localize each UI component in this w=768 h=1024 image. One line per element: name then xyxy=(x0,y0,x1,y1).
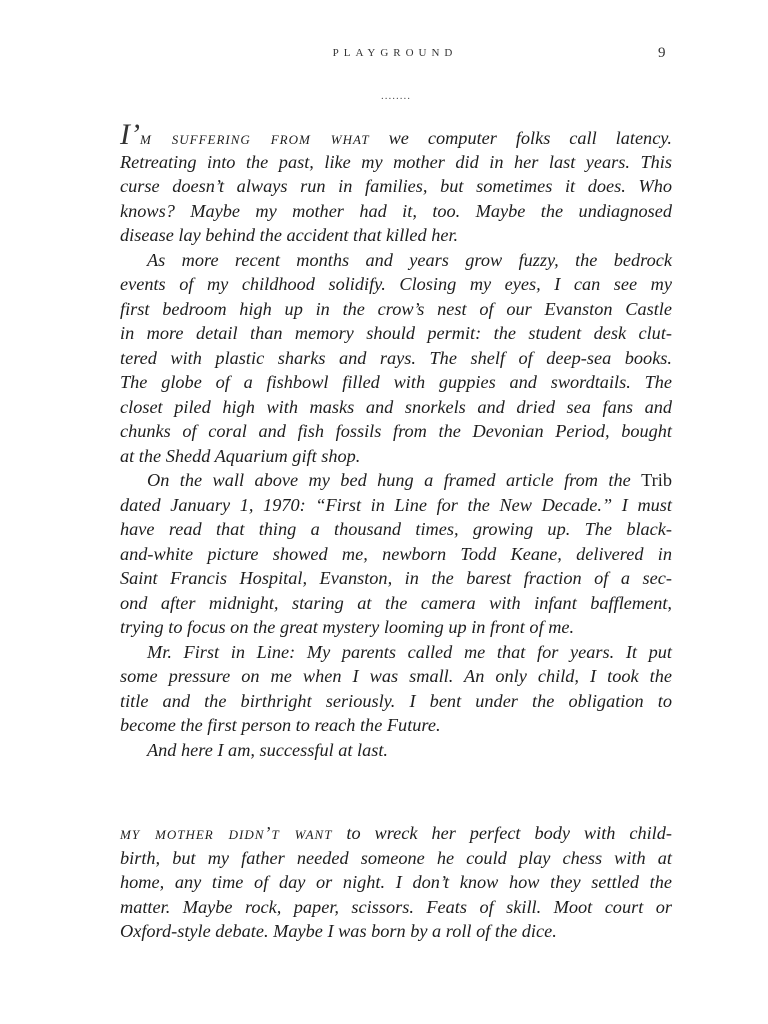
text-line: Retreating into the past, like my mother did in her last years. This xyxy=(120,151,672,172)
text-line: events of my childhood solidify. Closing my eyes, I can see my xyxy=(120,274,672,294)
section-2-body xyxy=(120,821,672,944)
text-line: As more recent months and years grow fuzzy, the bedrock xyxy=(147,249,672,270)
text-line-content: we computer folks call latency. xyxy=(369,128,672,148)
drop-cap: I’ xyxy=(120,118,140,151)
text-line: The globe of a fishbowl filled with guppies and swordtails. The xyxy=(120,372,672,392)
page-number: 9 xyxy=(658,45,666,61)
text-line-content: to wreck her perfect body with child- xyxy=(332,823,672,843)
small-caps-lead: m suffering from what xyxy=(139,128,370,148)
text-line xyxy=(120,118,672,151)
running-title: PLAYGROUND xyxy=(332,47,458,59)
running-head xyxy=(0,47,768,67)
text-line: disease lay behind the accident that killed her. xyxy=(120,225,459,245)
text-line: have read that thing a thousand times, growing up. The black- xyxy=(120,519,672,539)
text-line xyxy=(120,821,672,846)
text-line: become the first person to reach the Future. xyxy=(120,715,441,735)
text-line: birth, but my father needed someone he could play chess with at xyxy=(120,847,672,868)
text-line: knows? Maybe my mother had it, too. Maybe the undiagnosed xyxy=(120,200,672,221)
text-line: title and the birthright seriously. I bent under the obligation to xyxy=(120,690,672,711)
text-line: matter. Maybe rock, paper, scissors. Feats of skill. Moot court or xyxy=(120,896,672,917)
text-line: Oxford-style debate. Maybe I was born by a roll of the dice. xyxy=(120,921,557,941)
text-line: And here I am, successful at last. xyxy=(147,739,389,760)
section-ornament: ........ xyxy=(381,90,411,102)
text-line-content: On the wall above my bed hung a framed article from the xyxy=(147,470,642,490)
text-line: ond after midnight, staring at the camera with infant bafflement, xyxy=(120,592,672,613)
text-line: tered with plastic sharks and rays. The shelf of deep-sea books. xyxy=(120,347,672,368)
text-line: Saint Francis Hospital, Evanston, in the barest fraction of a sec- xyxy=(120,568,672,588)
text-line: in more detail than memory should permit: the student desk clut- xyxy=(120,323,672,343)
section-1-body xyxy=(120,118,672,762)
text-line: and-white picture showed me, newborn Todd Keane, delivered in xyxy=(120,543,672,564)
text-line: first bedroom high up in the crow’s nest of our Evanston Castle xyxy=(120,298,672,319)
text-line: some pressure on me when I was small. An only child, I took the xyxy=(120,666,672,686)
text-line: at the Shedd Aquarium gift shop. xyxy=(120,445,361,466)
text-line: curse doesn’t always run in families, but sometimes it does. Who xyxy=(120,176,672,196)
text-line xyxy=(120,468,672,493)
text-line: chunks of coral and fish fossils from the Devonian Period, bought xyxy=(120,421,672,441)
text-line: trying to focus on the great mystery looming up in front of me. xyxy=(120,617,575,637)
text-line: closet piled high with masks and snorkels and dried sea fans and xyxy=(120,396,672,417)
text-line: Mr. First in Line: My parents called me that for years. It put xyxy=(147,641,672,662)
small-caps-lead: my mother didn’t want xyxy=(120,823,333,843)
trib-word: Trib xyxy=(641,470,672,490)
text-line: home, any time of day or night. I don’t know how they settled the xyxy=(120,872,672,892)
text-line: dated January 1, 1970: “First in Line for the New Decade.” I must xyxy=(120,494,672,515)
